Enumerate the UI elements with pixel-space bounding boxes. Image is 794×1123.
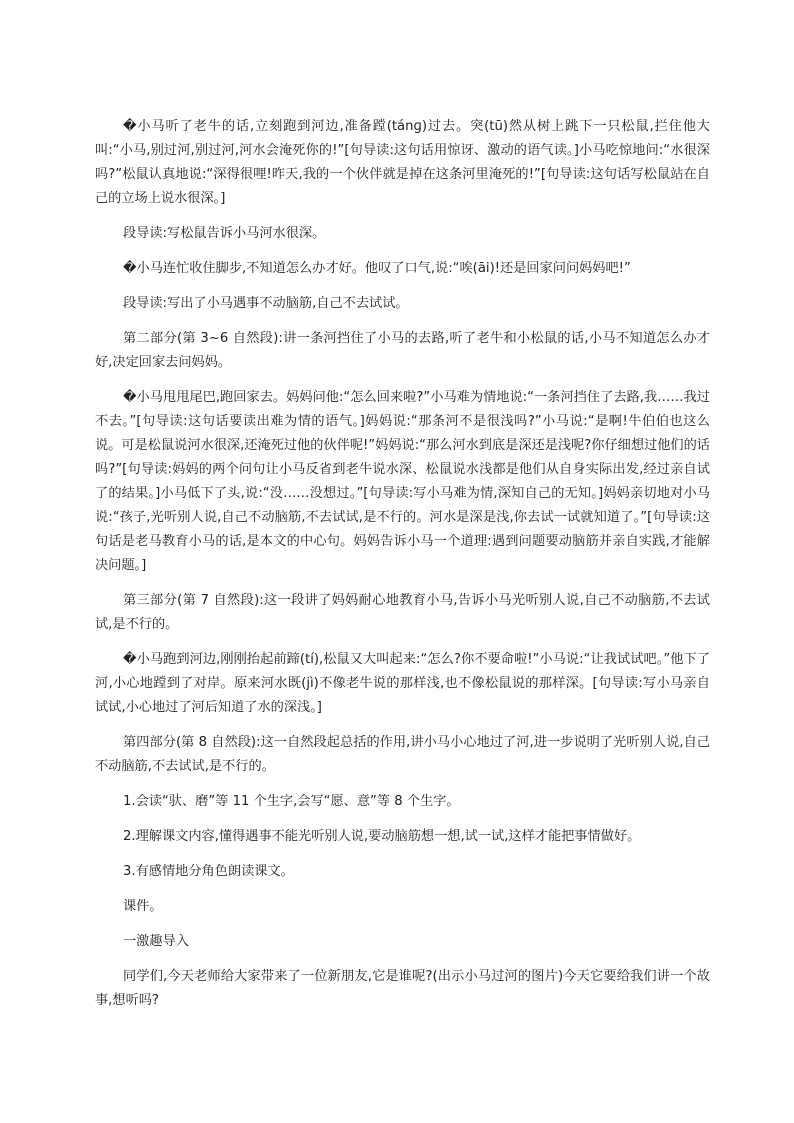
paragraph-goal-three: 3.有感情地分角色朗读课文。 bbox=[123, 864, 294, 879]
paragraph-pony-crosses: �小马跑到河边,刚刚抬起前蹄(tí),松鼠又大叫起来:“怎么?你不要命啦!”小马说:“让我试试吧。”他下了河,小心地蹚到了对岸。原来河水既(jì)不像老牛说的那样浅,也不像松鼠说的那样深。[句导读:写小马亲自试试,小心地过了河后知道了水的深浅。] bbox=[95, 652, 710, 715]
paragraph-materials: 课件。 bbox=[123, 899, 163, 914]
paragraph-squirrel-warning: �小马听了老牛的话,立刻跑到河边,准备蹚(tánɡ)过去。突(tū)然从树上跳下一只松鼠,拦住他大叫:“小马,别过河,别过河,河水会淹死你的!”[句导读:这句话用惊讶、激动的语气读。]小马吃惊地问:“水很深吗?”松鼠认真地说:“深得很哩!昨天,我的一个伙伴就是掉在这条河里淹死的!”[句导读:这句话写松鼠站在自己的立场上说水很深。] bbox=[95, 119, 710, 206]
paragraph-section-intro: 一激趣导入 bbox=[123, 934, 189, 949]
document-body bbox=[95, 115, 710, 1024]
paragraph-pony-stops: �小马连忙收住脚步,不知道怎么办才好。他叹了口气,说:“唉(āi)!还是回家问问妈妈吧!” bbox=[123, 261, 631, 276]
paragraph-part-three-summary: 第三部分(第 7 自然段):这一段讲了妈妈耐心地教育小马,告诉小马光听别人说,自己不动脑筋,不去试试,是不行的。 bbox=[95, 593, 710, 632]
paragraph-part-two-summary: 第二部分(第 3~6 自然段):讲一条河挡住了小马的去路,听了老牛和小松鼠的话,小马不知道怎么办才好,决定回家去问妈妈。 bbox=[95, 331, 710, 370]
paragraph-intro-text: 同学们,今天老师给大家带来了一位新朋友,它是谁呢?(出示小马过河的图片)今天它要给我们讲一个故事,想听吗? bbox=[95, 969, 710, 1008]
paragraph-goal-one: 1.会读“驮、磨”等 11 个生字,会写“愿、意”等 8 个生字。 bbox=[123, 794, 460, 809]
paragraph-reading-guide-pony: 段导读:写出了小马遇事不动脑筋,自己不去试试。 bbox=[123, 296, 409, 311]
paragraph-goal-two: 2.理解课文内容,懂得遇事不能光听别人说,要动脑筋想一想,试一试,这样才能把事情做好。 bbox=[123, 829, 641, 844]
paragraph-reading-guide-squirrel: 段导读:写松鼠告诉小马河水很深。 bbox=[123, 226, 326, 241]
paragraph-mother-dialogue: �小马甩甩尾巴,跑回家去。妈妈问他:“怎么回来啦?”小马难为情地说:“一条河挡住了去路,我……我过不去。”[句导读:这句话要读出难为情的语气。]妈妈说:“那条河不是很浅吗?”小马说:“是啊!牛伯伯也这么说。可是松鼠说河水很深,还淹死过他的伙伴呢!”妈妈说:“那么河水到底是深还是浅呢?你仔细想过他们的话吗?”[句导读:妈妈的两个问句让小马反省到老牛说水深、松鼠说水浅都是他们从自身实际出发,经过亲自试了的结果。]小马低下了头,说:“没……没想过。”[句导读:写小马难为情,深知自己的无知。]妈妈亲切地对小马说:“孩子,光听别人说,自己不动脑筋,不去试试,是不行的。河水是深是浅,你去试一试就知道了。”[句导读:这句话是老马教育小马的话,是本文的中心句。妈妈告诉小马一个道理:遇到问题要动脑筋并亲自实践,才能解决问题。] bbox=[95, 390, 710, 573]
paragraph-part-four-summary: 第四部分(第 8 自然段):这一自然段起总括的作用,讲小马小心地过了河,进一步说明了光听别人说,自己不动脑筋,不去试试,是不行的。 bbox=[95, 735, 710, 774]
